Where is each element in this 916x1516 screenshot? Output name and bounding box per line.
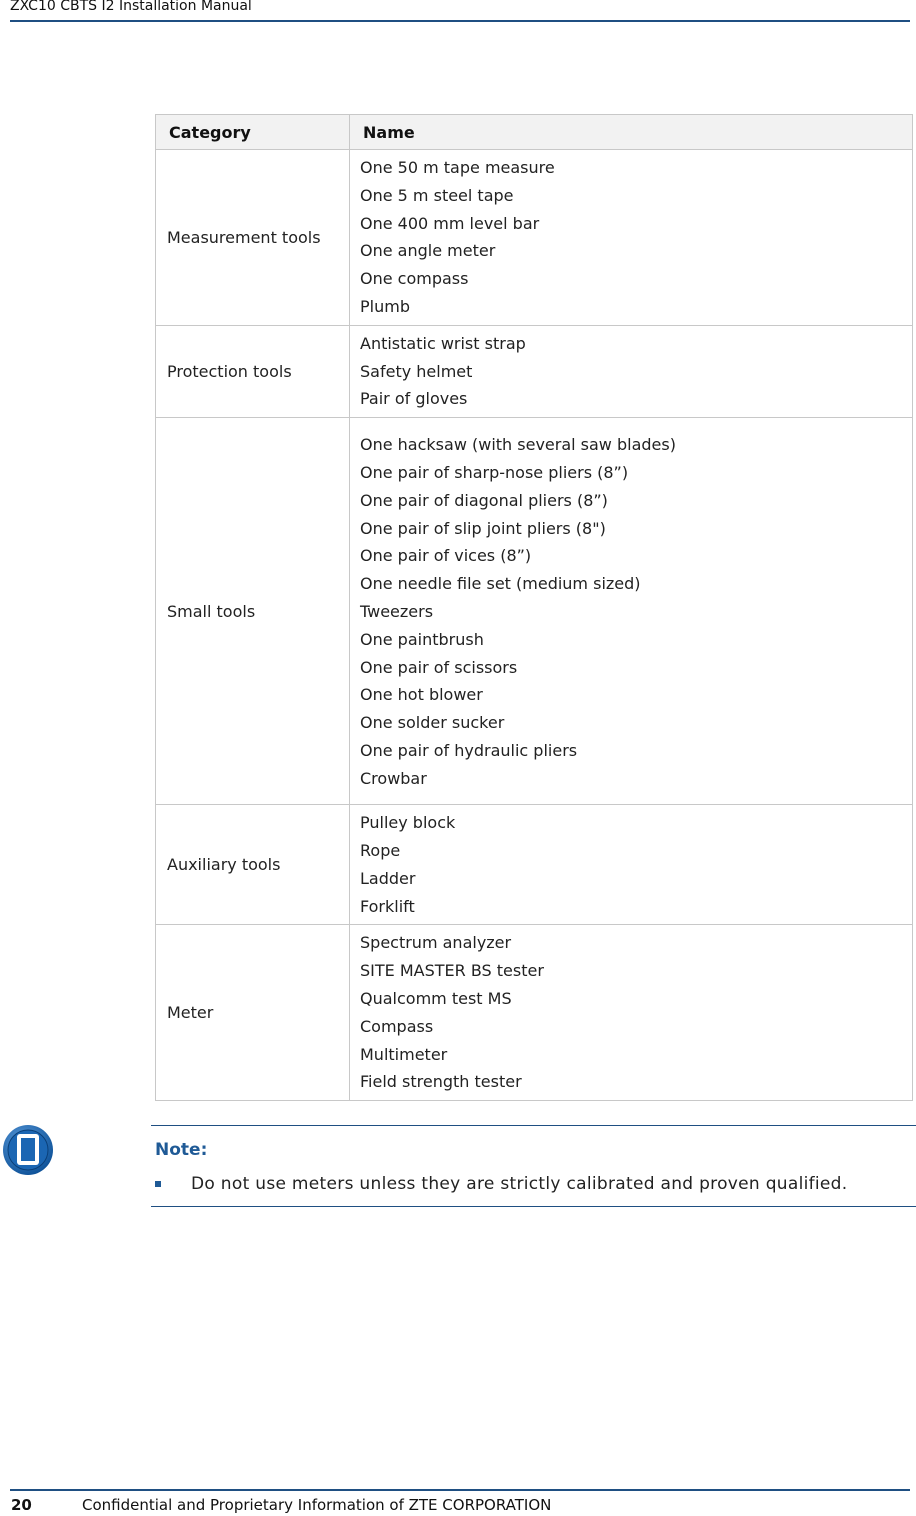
list-item: One pair of scissors [360, 657, 518, 677]
list-item: One hot blower [360, 685, 483, 705]
list-item: One solder sucker [360, 713, 505, 733]
column-header-name: Name [350, 115, 913, 150]
table-row [156, 805, 913, 925]
list-item: One 50 m tape measure [360, 158, 555, 177]
list-item: One paintbrush [360, 629, 484, 649]
category-cell: Meter [156, 925, 350, 1101]
category-cell: Protection tools [156, 325, 350, 417]
list-item: Compass [360, 1016, 434, 1036]
list-item: One hacksaw (with several saw blades) [360, 435, 676, 455]
note-text: Do not use meters unless they are strictly calibrated and proven qualified. [191, 1174, 848, 1194]
note-title: Note: [155, 1140, 208, 1160]
note-top-rule [151, 1125, 916, 1126]
list-item: One needle file set (medium sized) [360, 574, 641, 594]
header-title: ZXC10 CBTS I2 Installation Manual [10, 0, 252, 14]
bullet-icon [155, 1181, 161, 1187]
list-item: Multimeter [360, 1044, 448, 1064]
items-cell [350, 150, 913, 326]
items-cell [350, 925, 913, 1101]
table-header-row [156, 115, 913, 150]
list-item: Pair of gloves [360, 389, 468, 409]
note-bottom-rule [151, 1206, 916, 1207]
list-item: One pair of diagonal pliers (8”) [360, 490, 608, 510]
table-row [156, 925, 913, 1101]
items-cell [350, 418, 913, 805]
items-cell [350, 805, 913, 925]
list-item: Plumb [360, 296, 410, 316]
list-item: One 400 mm level bar [360, 213, 540, 233]
column-header-category: Category [156, 115, 350, 150]
table-row [156, 418, 913, 805]
table-row [156, 325, 913, 417]
items-cell [350, 325, 913, 417]
list-item: Field strength tester [360, 1072, 522, 1092]
list-item: One pair of vices (8”) [360, 546, 532, 566]
list-item: Qualcomm test MS [360, 988, 512, 1008]
list-item: One 5 m steel tape [360, 185, 514, 205]
list-item: SITE MASTER BS tester [360, 961, 544, 981]
header-rule [10, 20, 910, 22]
footer-text: Confidential and Proprietary Information of ZTE CORPORATION [82, 1496, 552, 1514]
list-item: One pair of slip joint pliers (8") [360, 518, 606, 538]
list-item: Pulley block [360, 813, 456, 833]
list-item: Rope [360, 840, 401, 860]
footer-rule [10, 1489, 910, 1491]
note-icon [2, 1124, 54, 1176]
list-item: Ladder [360, 868, 416, 888]
category-cell: Small tools [156, 418, 350, 805]
list-item: Safety helmet [360, 361, 473, 381]
list-item: Tweezers [360, 601, 434, 621]
category-cell: Auxiliary tools [156, 805, 350, 925]
list-item: Antistatic wrist strap [360, 333, 526, 353]
list-item: One angle meter [360, 241, 496, 261]
table-row [156, 150, 913, 326]
list-item: One pair of hydraulic pliers [360, 740, 578, 760]
list-item: One compass [360, 269, 469, 289]
list-item: Crowbar [360, 768, 427, 788]
page-number: 20 [11, 1496, 32, 1514]
list-item: Forklift [360, 896, 415, 916]
list-item: Spectrum analyzer [360, 933, 512, 953]
list-item: One pair of sharp-nose pliers (8”) [360, 462, 629, 482]
tools-table [155, 114, 913, 1101]
category-cell: Measurement tools [156, 150, 350, 326]
